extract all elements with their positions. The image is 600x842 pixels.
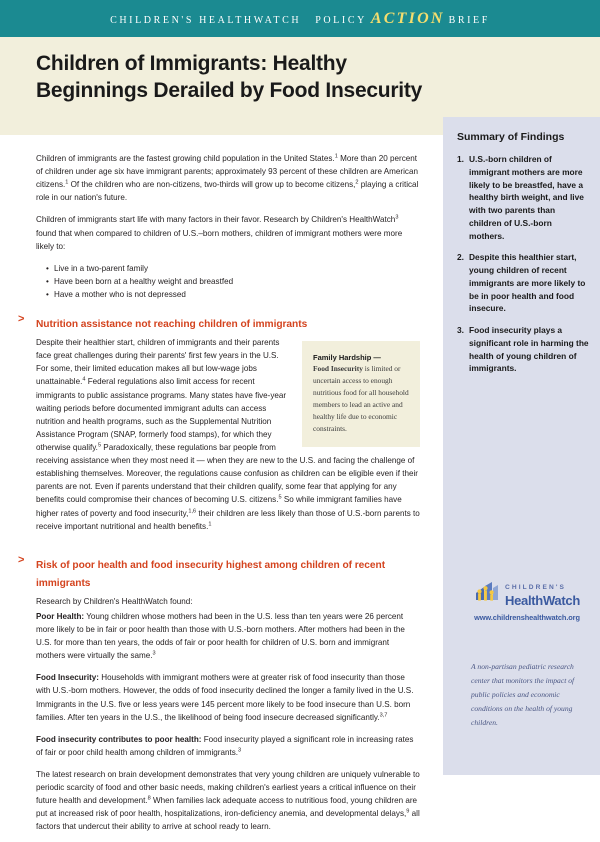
organization-logo bbox=[457, 577, 597, 622]
organization-url[interactable]: www.childrenshealthwatch.org bbox=[474, 613, 580, 622]
chevron-right-icon: > bbox=[18, 313, 25, 326]
last-a: The latest research on brain development demonstrates that very young children are uniquely vulnerable to periodic scarcity of food and other basic needs, making children's earliest years a critical influence on their future health and development. bbox=[36, 769, 420, 806]
logo-wordmark bbox=[505, 577, 580, 607]
callout-lead-term: Food Insecurity bbox=[313, 364, 363, 374]
footnote-ref: 5 bbox=[97, 442, 102, 449]
list-item-text: Food insecurity plays a significant role in harming the health of young children of immigrants. bbox=[469, 325, 589, 374]
footnote-ref: 4 bbox=[82, 376, 86, 383]
s1-p1-c: Paradoxically, these regulations bar people from receiving assistance when they most need it — when they are new to the U.S. and facing the challenge of establishing themselves. Moreover, the regulations cause confusion as children can be eligible even if their parents are not. Even if parents understand that their children qualify, some fear that applying for any benefits could compromise their chances of becoming U.S. citizens. bbox=[36, 442, 418, 505]
brand-brief-word: BRIEF bbox=[448, 14, 490, 26]
intro-p1-c: Of the children who are non-citizens, two-thirds will grow up to become citizens, bbox=[68, 180, 356, 190]
intro-p2-a: Children of immigrants start life with many factors in their favor. Research by Children's HealthWatch bbox=[36, 215, 396, 225]
summary-sidebar bbox=[443, 117, 600, 775]
list-item-number: 2. bbox=[457, 252, 464, 263]
footnote-ref: 1,6 bbox=[188, 507, 197, 514]
intro-paragraph-2 bbox=[36, 213, 420, 252]
callout-definition: is limited or uncertain access to enough nutritious food for all household members to lead an active and healthy life due to economic constraints. bbox=[313, 364, 409, 434]
intro-p1-b: More than 20 percent of children under age six have immigrant parents; approximately 93 percent of these children are American citizens. bbox=[36, 154, 418, 190]
footnote-ref: 3,7 bbox=[379, 711, 388, 718]
intro-p2-b: found that when compared to children of U.S.–born mothers, children of immigrant mothers were more likely to: bbox=[36, 228, 403, 251]
list-item: • Have a mother who is not depressed bbox=[46, 288, 420, 301]
section1-body bbox=[36, 336, 420, 542]
page-title: Children of Immigrants: Healthy Beginnings Derailed by Food Insecurity bbox=[36, 52, 423, 102]
contributes-label: Food insecurity contributes to poor health: bbox=[36, 734, 202, 744]
poor-health-paragraph bbox=[36, 610, 420, 662]
brand-name: CHILDREN'S HEALTHWATCH bbox=[110, 14, 302, 26]
brand-header-inner bbox=[110, 10, 490, 28]
section2-intro: Research by Children's HealthWatch found: bbox=[36, 596, 193, 606]
chevron-right-icon: > bbox=[18, 553, 25, 566]
last-b: When families lack adequate access to nutritious food, young children are put at increased risk of poor health, hospitalizations, iron-deficiency anemia, and developmental delays, bbox=[36, 796, 418, 819]
summary-heading: Summary of Findings bbox=[457, 131, 565, 143]
footnote-ref: 2 bbox=[355, 179, 359, 186]
logo-healthwatch-text: HealthWatch bbox=[505, 593, 580, 608]
intro-paragraph-1 bbox=[36, 152, 420, 204]
brain-development-paragraph bbox=[36, 768, 420, 834]
contributes-poor-health-paragraph bbox=[36, 733, 420, 759]
contributes-text: Food insecurity played a significant role in increasing rates of fair or poor child health among children of immigrants. bbox=[36, 734, 414, 757]
footnote-ref: 8 bbox=[147, 795, 151, 802]
organization-tagline: A non-partisan pediatric research center that monitors the impact of public policies and economic conditions on the health of young children. bbox=[471, 662, 575, 728]
poor-health-text: Young children whose mothers had been in the U.S. less than ten years were 26 percent more likely to be in fair or poor health than those with U.S.-born mothers. After mothers had been in the U.S. for more than ten years, the odds of fair or poor health for children of U.S. born and immigrant mothers were virtually the same. bbox=[36, 611, 405, 661]
last-c: all factors that undercut their ability to arrive at school ready to learn. bbox=[36, 809, 420, 832]
callout-body bbox=[313, 363, 409, 435]
intro-p1-a: Children of immigrants are the fastest growing child population in the United States. bbox=[36, 154, 335, 163]
footnote-ref: 3 bbox=[238, 747, 242, 754]
benefits-bullet-list bbox=[36, 262, 420, 301]
list-item: • Live in a two-parent family bbox=[46, 262, 420, 275]
section-title: Nutrition assistance not reaching children of immigrants bbox=[36, 319, 308, 331]
childrens-healthwatch-logo-icon bbox=[474, 580, 500, 604]
s1-p1-b: Federal regulations also limit access for recent immigrants to public assistance programs. Many states have five-year waiting periods before documented immigrant adults can access nutrition and health programs, such as the Supplemental Nutrition Assistance Program (SNAP, formerly food stamps), for which they otherwise qualify. bbox=[36, 377, 287, 452]
findings-list bbox=[457, 153, 589, 375]
s1-p1-d: So while immigrant families have higher rates of poverty and food insecurity, bbox=[36, 495, 402, 518]
list-item bbox=[457, 251, 589, 315]
logo-childrens-text: CHILDREN'S bbox=[505, 584, 567, 591]
main-content bbox=[18, 152, 420, 842]
section-heading-nutrition-assistance bbox=[18, 313, 420, 332]
brand-policy-word: POLICY bbox=[315, 14, 367, 26]
list-item bbox=[457, 324, 589, 375]
list-item-text: Despite this healthier start, young children of recent immigrants are more likely to be in poor health and food insecure. bbox=[469, 252, 586, 314]
intro-p1-d: playing a critical role in our nation's future. bbox=[36, 180, 419, 203]
food-insecurity-paragraph bbox=[36, 671, 420, 723]
list-item bbox=[457, 153, 589, 242]
footnote-ref: 3 bbox=[395, 214, 399, 221]
list-item-number: 1. bbox=[457, 154, 464, 164]
footnote-ref: 1 bbox=[334, 153, 338, 160]
family-hardship-callout bbox=[302, 341, 420, 447]
list-item-number: 3. bbox=[457, 325, 464, 336]
list-item: • Have been born at a healthy weight and breastfed bbox=[46, 275, 420, 288]
footnote-ref: 9 bbox=[406, 808, 410, 815]
callout-title: Family Hardship — bbox=[313, 353, 381, 363]
s1-p1-e: their children are less likely than those of U.S.-born parents to receive important nutritional and health benefits. bbox=[36, 508, 420, 531]
footnote-ref: 1 bbox=[208, 520, 212, 527]
food-insecurity-text: Households with immigrant mothers were at greater risk of food insecurity than those with U.S.-born mothers. However, the odds of food insecurity declined the longer a family lived in the U.S. Immigrants in the U.S. five or less years were 145 percent more likely to be food insecure than U.S. born families. After ten years in the U.S., the likelihood of being food insecure decreased significantly. bbox=[36, 673, 414, 722]
footnote-ref: 1 bbox=[65, 179, 69, 186]
s1-p1-a: Despite their healthier start, children of immigrants and their parents face great challenges during their parents' first few years in the U.S. For some, their limited education makes all but low-wage jobs unattainable. bbox=[36, 338, 280, 387]
section-heading-risk-poor-health bbox=[18, 553, 420, 591]
footnote-ref: 3 bbox=[152, 650, 156, 657]
poor-health-label: Poor Health: bbox=[36, 611, 85, 621]
list-item-text: U.S.-born children of immigrant mothers are more likely to be breastfed, have a healthy birth weight, and live with two parents than children of U.S.-born mothers. bbox=[469, 154, 584, 241]
brand-action-word: ACTION bbox=[370, 9, 445, 27]
brand-header-bar bbox=[0, 0, 600, 37]
section-title: Risk of poor health and food insecurity highest among children of recent immigrants bbox=[36, 559, 386, 589]
footnote-ref: 5 bbox=[278, 494, 282, 501]
food-insecurity-label: Food Insecurity: bbox=[36, 673, 99, 683]
logo-row bbox=[457, 577, 597, 607]
